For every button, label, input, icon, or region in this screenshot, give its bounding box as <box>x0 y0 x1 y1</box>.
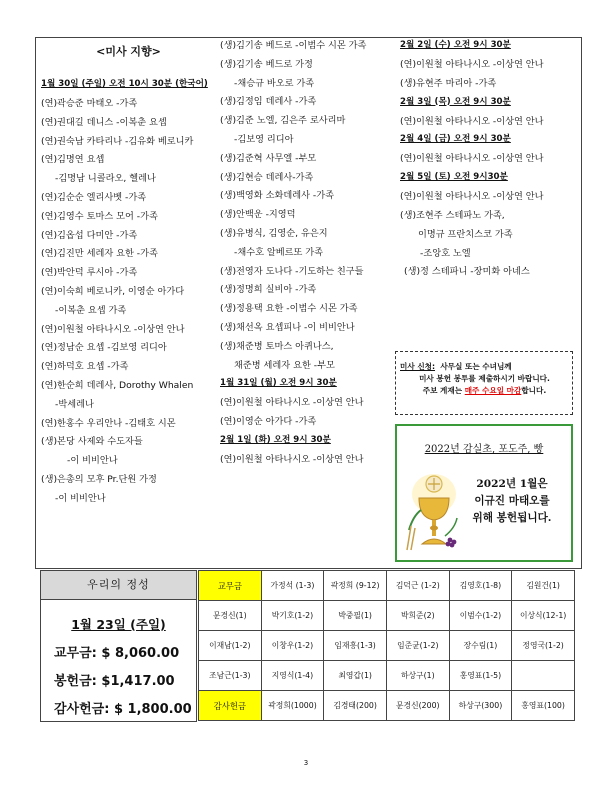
table-cell: 박기호(1-2) <box>261 601 324 631</box>
intention-line: (생)김준혁 사무엘 -부모 <box>220 152 317 164</box>
table-cell: 이재남(1-2) <box>199 631 262 661</box>
intention-line: (생)정 스테파니 -장미화 아네스 <box>404 266 530 278</box>
date-header: 1월 31일 (월) 오전 9시 30분 <box>220 378 337 389</box>
intention-line: (생)김준 노엘, 김은주 로사리마 <box>220 115 346 127</box>
table-row <box>199 691 575 721</box>
intention-line: -김보영 리디아 <box>234 133 294 145</box>
table-cell: 임재흥(1-3) <box>324 631 387 661</box>
table-cell: 이범수(1-2) <box>449 601 512 631</box>
intention-line: (연)정남순 요셉 -김보영 리디아 <box>41 342 167 354</box>
table-cell: 감사헌금 <box>199 691 262 721</box>
table-cell: 장수림(1) <box>449 631 512 661</box>
intention-line: (연)이원철 아타나시오 -이상연 안나 <box>220 397 364 409</box>
table-cell: 박중필(1) <box>324 601 387 631</box>
intention-line: (연)이숙희 베로니카, 이영순 아가다 <box>41 285 185 297</box>
date-header: 2월 3일 (목) 오전 9시 30분 <box>400 96 511 107</box>
table-cell: 문경신(1) <box>199 601 262 631</box>
offering-amount: 봉헌금: $1,417.00 <box>54 674 175 689</box>
column-3 <box>400 40 578 285</box>
table-cell <box>512 661 575 691</box>
table-cell: 이상식(12-1) <box>512 601 575 631</box>
table-cell: 하상구(1) <box>386 661 449 691</box>
offering-summary <box>40 570 197 722</box>
intention-line: (생)본당 사제와 수도자들 <box>41 436 143 448</box>
table-row <box>199 601 575 631</box>
chalice-icon <box>405 466 459 556</box>
intention-line: (연)김순순 엘리사벳 -가족 <box>41 191 147 203</box>
table-cell: 홍영표(1-5) <box>449 661 512 691</box>
table-cell: 하상구(300) <box>449 691 512 721</box>
table-cell: 김경태(200) <box>324 691 387 721</box>
intention-line: (연)이원철 아타나시오 -이상연 안나 <box>400 191 544 203</box>
table-cell: 문경신(200) <box>386 691 449 721</box>
intention-line: (생)백영화 소화데레사 -가족 <box>220 190 334 202</box>
table-cell: 교무금 <box>199 571 262 601</box>
intention-line: (생)유병식, 김영순, 유은지 <box>220 227 328 239</box>
weekday-sections <box>220 378 395 465</box>
intention-line: (연)곽승준 마태오 -가족 <box>41 98 138 109</box>
intention-list <box>41 98 216 504</box>
notice-line-2: 미사 봉헌 봉투를 제출하시기 바랍니다. <box>419 374 550 383</box>
offering-amount: 교무금: $ 8,060.00 <box>54 646 180 661</box>
intention-line: (생)안백운 -지영덕 <box>220 209 296 221</box>
intention-line: (생)김기송 베드로 가정 <box>220 58 313 70</box>
intention-line: -채수호 알베르또 가족 <box>234 246 324 258</box>
table-cell: 김원건(1) <box>512 571 575 601</box>
weekday-sections <box>400 40 578 221</box>
deadline-text: 매주 수요일 마감 <box>464 386 522 395</box>
table-cell: 홍영표(100) <box>512 691 575 721</box>
table-row <box>199 571 575 601</box>
notice-text: 사무실 또는 수녀님께 <box>440 362 512 371</box>
table-cell: 임준균(1-2) <box>386 631 449 661</box>
intention-line: -박세레나 <box>55 398 94 410</box>
column-2 <box>220 40 395 473</box>
column-1 <box>41 38 216 512</box>
intention-line: -김명남 니콜라오, 헬레나 <box>55 173 156 185</box>
intention-line: (연)이원철 아타나시오 -이상연 안나 <box>41 323 185 335</box>
intention-line: (연)김옵섭 다미안 -가족 <box>41 229 138 241</box>
intention-line: (연)이원철 아타나시오 -이상연 안나 <box>400 115 544 127</box>
intention-line: -이 비비안나 <box>55 492 106 504</box>
date-header: 2월 4일 (금) 오전 9시 30분 <box>400 134 511 145</box>
intention-line: -조앙호 노엘 <box>420 247 471 259</box>
intention-line: (생)은총의 모후 Pr.단원 가정 <box>41 473 157 485</box>
intention-line: (연)이원철 아타나시오 -이상연 안나 <box>220 453 364 465</box>
offering-date: 1월 23일 (주일) <box>71 617 166 632</box>
table-cell: 곽정희(1000) <box>261 691 324 721</box>
table-cell: 지영식(1-4) <box>261 661 324 691</box>
offering-header: 우리의 정성 <box>41 571 196 600</box>
date-header: 2월 5일 (토) 오전 9시30분 <box>400 172 508 183</box>
table-row <box>199 661 575 691</box>
table-cell: 김덕근 (1-2) <box>386 571 449 601</box>
intention-line: (생)김정임 데레사 -가족 <box>220 96 317 108</box>
intention-line: (생)김현승 데레사-가족 <box>220 171 314 183</box>
intention-line: (생)전영자 도나다 -기도하는 친구들 <box>220 265 364 277</box>
offering-dedication-box <box>395 424 573 562</box>
table-cell: 곽정희 (9-12) <box>324 571 387 601</box>
intention-line: (생)유현주 마리아 -가족 <box>400 77 497 89</box>
table-cell: 가정석 (1-3) <box>261 571 324 601</box>
table-cell: 이창우(1-2) <box>261 631 324 661</box>
date-header: 2월 2일 (수) 오전 9시 30분 <box>400 40 511 50</box>
date-header: 1월 30일 (주일) 오전 10시 30분 (한국어) <box>41 79 208 89</box>
intention-line: (연)김진만 세레자 요한 -가족 <box>41 248 158 260</box>
notice-line-3: 주보 게재는 매주 수요일 마감합니다. <box>422 386 547 395</box>
intention-list <box>400 229 578 278</box>
intention-line: (연)권숙남 카타리나 -김유화 베로니카 <box>41 135 194 147</box>
intention-line: (연)한홍수 우리안나 -김태호 시몬 <box>41 417 176 429</box>
intention-line: (연)이영순 아가다 -가족 <box>220 416 317 428</box>
table-cell: 조남근(1-3) <box>199 661 262 691</box>
dedication-title: 2022년 감실초, 포도주, 빵 <box>424 444 544 455</box>
intention-line: (생)정용택 요한 -이범수 시몬 가족 <box>220 303 358 315</box>
intention-line: -채승규 바오로 가족 <box>234 77 315 89</box>
intention-line: (연)하덕호 요셉 -가족 <box>41 361 129 373</box>
intention-line: (연)김영수 토마스 모어 -가족 <box>41 210 158 222</box>
intention-line: (연)김명연 요셉 <box>41 154 105 166</box>
intention-line: (연)이원철 아타나시오 -이상연 안나 <box>400 153 544 165</box>
date-header: 2월 1일 (화) 오전 9시 30분 <box>220 434 331 445</box>
intention-line: (생)채준병 토마스 아퀴나스, <box>220 340 334 352</box>
dedication-text: 2022년 1월은 이규진 마태오를 위해 봉헌됩니다. <box>472 478 552 524</box>
table-cell: 최영갑(1) <box>324 661 387 691</box>
intention-line: (연)권대길 데니스 -이복춘 요셉 <box>41 116 167 128</box>
intention-line: 이명규 프란치스코 가족 <box>418 228 513 240</box>
intention-line: (연)박안덕 루시아 -가족 <box>41 267 138 279</box>
intention-line: (연)이원철 아타나시오 -이상연 안나 <box>400 59 544 70</box>
intention-line: (생)조현주 스테파노 가족, <box>400 209 505 221</box>
table-cell: 정영국(1-2) <box>512 631 575 661</box>
table-row <box>199 631 575 661</box>
page-number: 3 <box>303 759 309 767</box>
table-cell: 박희준(2) <box>386 601 449 631</box>
offering-amount: 감사헌금: $ 1,800.00 <box>54 702 192 717</box>
intention-line: (생)채선옥 요셉피나 -이 비비안나 <box>220 321 355 333</box>
notice-label: 미사 신청: <box>400 362 436 371</box>
donor-table <box>198 570 575 721</box>
intention-line: (연)한순희 데레사, Dorothy Whalen <box>41 379 194 391</box>
intention-line: 채준병 세레자 요한 -부모 <box>234 359 335 371</box>
intention-line: -이 비비안나 <box>67 455 118 467</box>
table-cell: 김영호(1-8) <box>449 571 512 601</box>
intention-line: (생)정명희 실비아 -가족 <box>220 284 317 296</box>
mass-intention-title: <미사 지향> <box>96 45 161 58</box>
intention-line: -이복춘 요셉 가족 <box>55 304 127 316</box>
intention-line: (생)김기송 베드로 -이범수 시몬 가족 <box>220 40 367 51</box>
intention-list <box>220 40 395 371</box>
mass-request-notice <box>395 351 573 415</box>
